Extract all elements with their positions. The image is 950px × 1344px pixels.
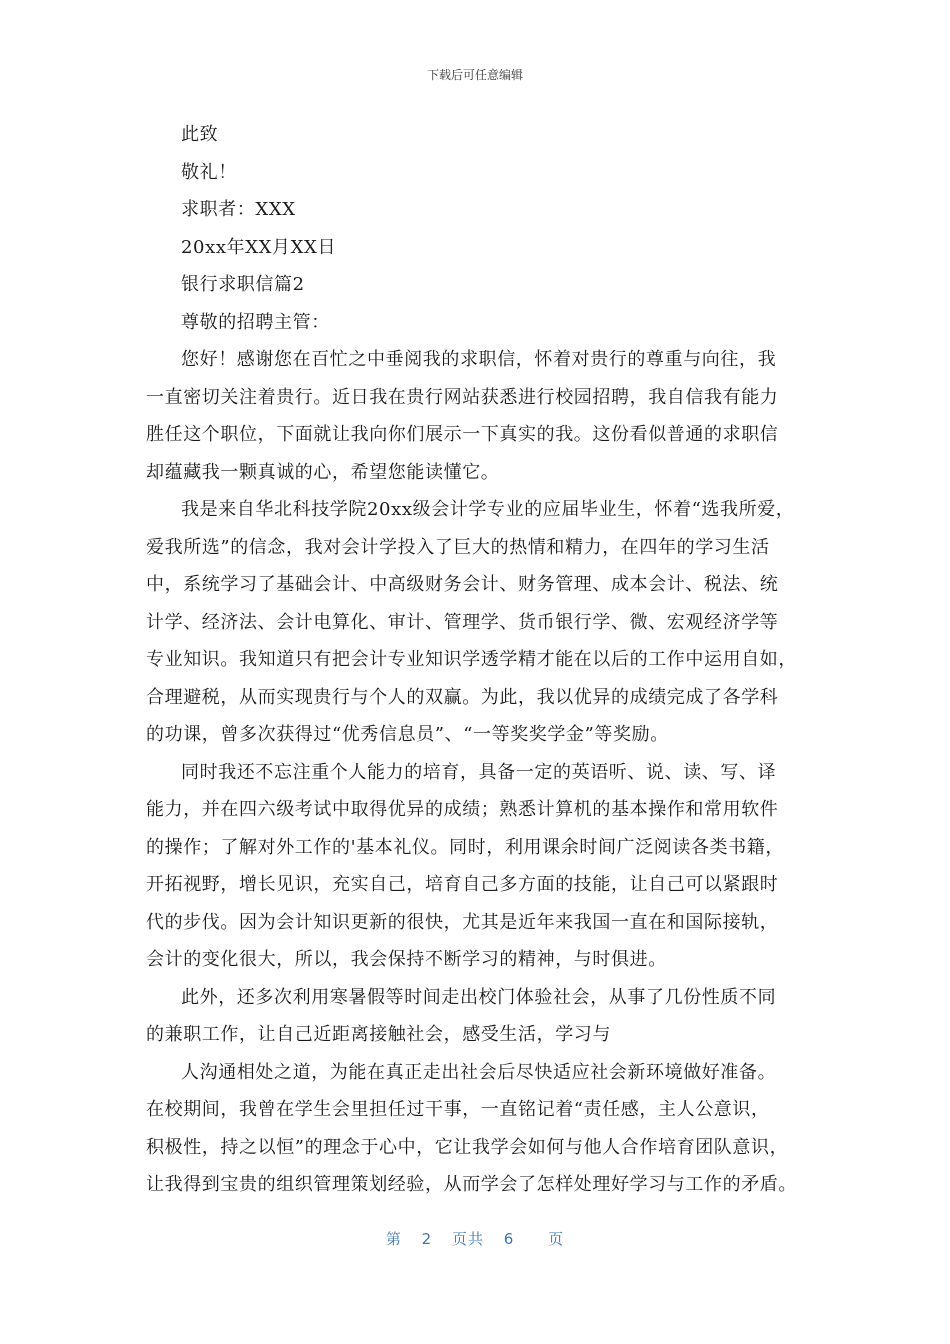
paragraph-line: 我是来自华北科技学院20xx级会计学专业的应届毕业生，怀着“选我所爱， [181,499,795,520]
paragraph-line: 专业知识。我知道只有把会计专业知识学透学精才能在以后的工作中运用自如， [146,649,797,670]
paragraph-line: 开拓视野，增长见识，充实自己，培育自己多方面的技能，让自己可以紧跟时 [146,874,779,895]
paragraph-line: 积极性，持之以恒”的理念于心中，它让我学会如何与他人合作培育团队意识， [146,1136,789,1158]
document-body [146,116,814,1204]
paragraph-line: 的兼职工作，让自己近距离接触社会，感受生活，学习与 [146,1024,611,1045]
footer-page-number: 2 [421,1230,433,1248]
paragraph-line: 代的步伐。因为会计知识更新的很快，尤其是近年来我国一直在和国际接轨， [146,911,779,933]
footer-suffix: 页 [548,1230,565,1248]
date-line: 20xx年XX月XX日 [181,236,337,258]
section-title: 银行求职信篇2 [181,274,305,295]
page-header-note: 下载后可任意编辑 [426,68,523,82]
paragraph-line: 中，系统学习了基础会计、中高级财务会计、财务管理、成本会计、税法、统 [146,574,779,595]
paragraph-line: 却蕴藏我一颗真诚的心，希望您能读懂它。 [146,461,500,483]
page-footer [0,1228,950,1249]
paragraph-line: 您好！感谢您在百忙之中垂阅我的求职信，怀着对贵行的尊重与向往，我 [181,349,777,370]
footer-total-pages: 6 [503,1230,515,1248]
paragraph-line: 此外，还多次利用寒暑假等时间走出校门体验社会，从事了几份性质不同 [181,986,777,1008]
paragraph-line: 一直密切关注着贵行。近日我在贵行网站获悉进行校园招聘，我自信我有能力 [146,386,779,408]
greeting-line: 尊敬的招聘主管： [181,311,330,333]
salutation-line: 敬礼！ [181,161,237,183]
paragraph-line: 在校期间，我曾在学生会里担任过干事，一直铭记着“责任感，主人公意识， [146,1099,770,1120]
paragraph-line: 合理避税，从而实现贵行与个人的双赢。为此，我以优异的成绩完成了各学科 [146,686,779,708]
paragraph-line: 能力，并在四六级考试中取得优异的成绩；熟悉计算机的基本操作和常用软件 [146,799,779,820]
paragraph-line: 胜任这个职位，下面就让我向你们展示一下真实的我。这份看似普通的求职信 [146,424,779,445]
paragraph-line: 同时我还不忘注重个人能力的培育，具备一定的英语听、说、读、写、译 [181,761,777,783]
paragraph-line: 爱我所选”的信念，我对会计学投入了巨大的热情和精力，在四年的学习生活 [146,536,770,558]
closing-line: 此致 [181,124,219,145]
paragraph-line: 人沟通相处之道，为能在真正走出社会后尽快适应社会新环境做好准备。 [181,1061,777,1083]
paragraph-line: 会计的变化很大，所以，我会保持不断学习的精神，与时俱进。 [146,949,667,970]
applicant-line: 求职者：XXX [181,199,296,220]
paragraph-line: 让我得到宝贵的组织管理策划经验，从而学会了怎样处理好学习与工作的矛盾。 [146,1174,797,1195]
footer-prefix: 第 [385,1230,402,1248]
paragraph-line: 的功课，曾多次获得过“优秀信息员”、“一等奖奖学金”等奖励。 [146,724,669,745]
paragraph-line: 计学、经济法、会计电算化、审计、管理学、货币银行学、微、宏观经济学等 [146,611,779,633]
paragraph-line: 的操作；了解对外工作的'基本礼仪。同时，利用课余时间广泛阅读各类书籍， [146,836,784,858]
footer-middle: 页共 [451,1230,484,1248]
